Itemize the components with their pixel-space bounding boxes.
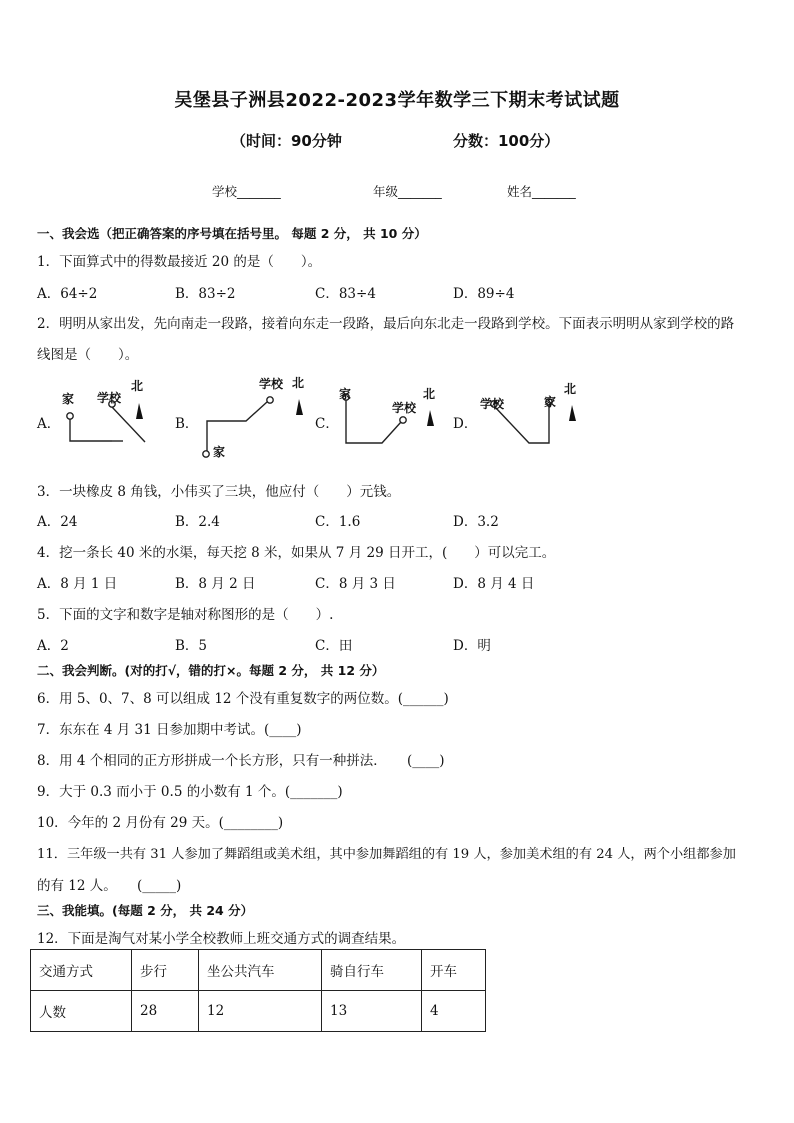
q3-option-d: D．3.2 bbox=[453, 514, 499, 530]
question-10: 10．今年的 2 月份有 29 天。(________) bbox=[37, 815, 284, 831]
q5-option-c: C．田 bbox=[315, 638, 353, 654]
north-arrow-icon bbox=[427, 410, 434, 426]
q1-option-b: B．83÷2 bbox=[175, 286, 236, 302]
home-label-a: 家 bbox=[62, 392, 75, 406]
section-1-heading: 一、我会选（把正确答案的序号填在括号里。 每题 2 分， 共 10 分） bbox=[37, 226, 427, 241]
q4-option-a: A．8 月 1 日 bbox=[37, 576, 118, 592]
question-7: 7．东东在 4 月 31 日参加期中考试。(____) bbox=[37, 722, 302, 738]
north-label-d: 北 bbox=[564, 382, 577, 396]
question-2-line2: 线图是（ ）。 bbox=[37, 347, 139, 363]
section-2-heading: 二、我会判断。(对的打√，错的打×。每题 2 分， 共 12 分） bbox=[37, 663, 385, 678]
north-label-c: 北 bbox=[423, 387, 436, 401]
table-cell: 12 bbox=[199, 991, 322, 1032]
table-cell: 13 bbox=[322, 991, 422, 1032]
table-row bbox=[31, 991, 486, 1032]
school-label-a: 学校 bbox=[97, 391, 122, 405]
north-arrow-icon bbox=[296, 399, 303, 415]
q1-option-c: C．83÷4 bbox=[315, 286, 376, 302]
section-3-heading: 三、我能填。(每题 2 分， 共 24 分） bbox=[37, 903, 254, 918]
table-header-row bbox=[31, 950, 486, 991]
school-field: 学校_______ bbox=[212, 184, 281, 199]
question-5: 5．下面的文字和数字是轴对称图形的是（ ）. bbox=[37, 607, 334, 623]
q4-option-d: D．8 月 4 日 bbox=[453, 576, 535, 592]
north-label-a: 北 bbox=[131, 379, 144, 393]
question-3: 3．一块橡皮 8 角钱，小伟买了三块，他应付（ ）元钱。 bbox=[37, 484, 401, 500]
home-label-d: 家 bbox=[544, 395, 557, 409]
q3-option-c: C．1.6 bbox=[315, 514, 361, 530]
q2-label-b: B． bbox=[175, 416, 199, 432]
exam-score: 分数：100分） bbox=[453, 132, 560, 150]
q1-option-a: A．64÷2 bbox=[37, 286, 98, 302]
north-arrow-icon bbox=[569, 405, 576, 421]
q1-option-d: D．89÷4 bbox=[453, 286, 515, 302]
question-12: 12．下面是淘气对某小学全校教师上班交通方式的调查结果。 bbox=[37, 931, 406, 947]
q4-option-b: B．8 月 2 日 bbox=[175, 576, 256, 592]
school-label-b: 学校 bbox=[259, 377, 284, 391]
table-cell: 步行 bbox=[132, 950, 199, 991]
q2-label-d: D． bbox=[453, 416, 478, 432]
table-cell: 28 bbox=[132, 991, 199, 1032]
q5-option-b: B．5 bbox=[175, 638, 208, 654]
q2-label-a: A． bbox=[37, 416, 61, 432]
question-11: 11．三年级一共有 31 人参加了舞蹈组或美术组，其中参加舞蹈组的有 19 人，参加美术组的有 24 人，两个小组都参加 bbox=[37, 847, 736, 862]
question-8: 8．用 4 个相同的正方形拼成一个长方形，只有一种拼法． (____) bbox=[37, 753, 445, 769]
q5-option-a: A．2 bbox=[37, 638, 69, 654]
question-4: 4．挖一条长 40 米的水渠，每天挖 8 米，如果从 7 月 29 日开工，( ）可以完工。 bbox=[37, 545, 556, 561]
exam-time: （时间：90分钟 bbox=[231, 132, 342, 150]
q3-option-a: A．24 bbox=[37, 514, 78, 530]
q3-option-b: B．2.4 bbox=[175, 514, 220, 530]
q4-option-c: C．8 月 3 日 bbox=[315, 576, 396, 592]
q2-label-c: C． bbox=[315, 416, 339, 432]
question-1: 1．下面算式中的得数最接近 20 的是（ ）。 bbox=[37, 254, 322, 270]
question-11-line2: 的有 12 人。 (_____) bbox=[37, 878, 182, 894]
question-9: 9．大于 0.3 而小于 0.5 的小数有 1 个。(_______) bbox=[37, 784, 343, 800]
school-label-c: 学校 bbox=[392, 401, 417, 415]
grade-field: 年级_______ bbox=[373, 184, 442, 199]
table-cell: 坐公共汽车 bbox=[199, 950, 322, 991]
question-2: 2．明明从家出发，先向南走一段路，接着向东走一段路，最后向东北走一段路到学校。下面表示明明从家到学校的路 bbox=[37, 316, 735, 332]
home-label-c: 家 bbox=[339, 387, 352, 401]
survey-table bbox=[30, 949, 486, 1032]
table-cell: 骑自行车 bbox=[322, 950, 422, 991]
north-label-b: 北 bbox=[292, 376, 305, 390]
table-cell: 开车 bbox=[422, 950, 486, 991]
name-field: 姓名_______ bbox=[507, 184, 576, 199]
page-title: 吴堡县子洲县2022-2023学年数学三下期末考试试题 bbox=[174, 90, 620, 111]
school-label-d: 学校 bbox=[480, 397, 505, 411]
home-label-b: 家 bbox=[213, 445, 226, 459]
north-arrow-icon bbox=[136, 403, 143, 419]
question-6: 6．用 5、0、7、8 可以组成 12 个没有重复数字的两位数。(______) bbox=[37, 691, 449, 707]
table-cell: 交通方式 bbox=[31, 950, 132, 991]
table-cell: 4 bbox=[422, 991, 486, 1032]
table-cell: 人数 bbox=[31, 991, 132, 1032]
q5-option-d: D．明 bbox=[453, 638, 491, 654]
route-diagrams bbox=[0, 370, 794, 470]
